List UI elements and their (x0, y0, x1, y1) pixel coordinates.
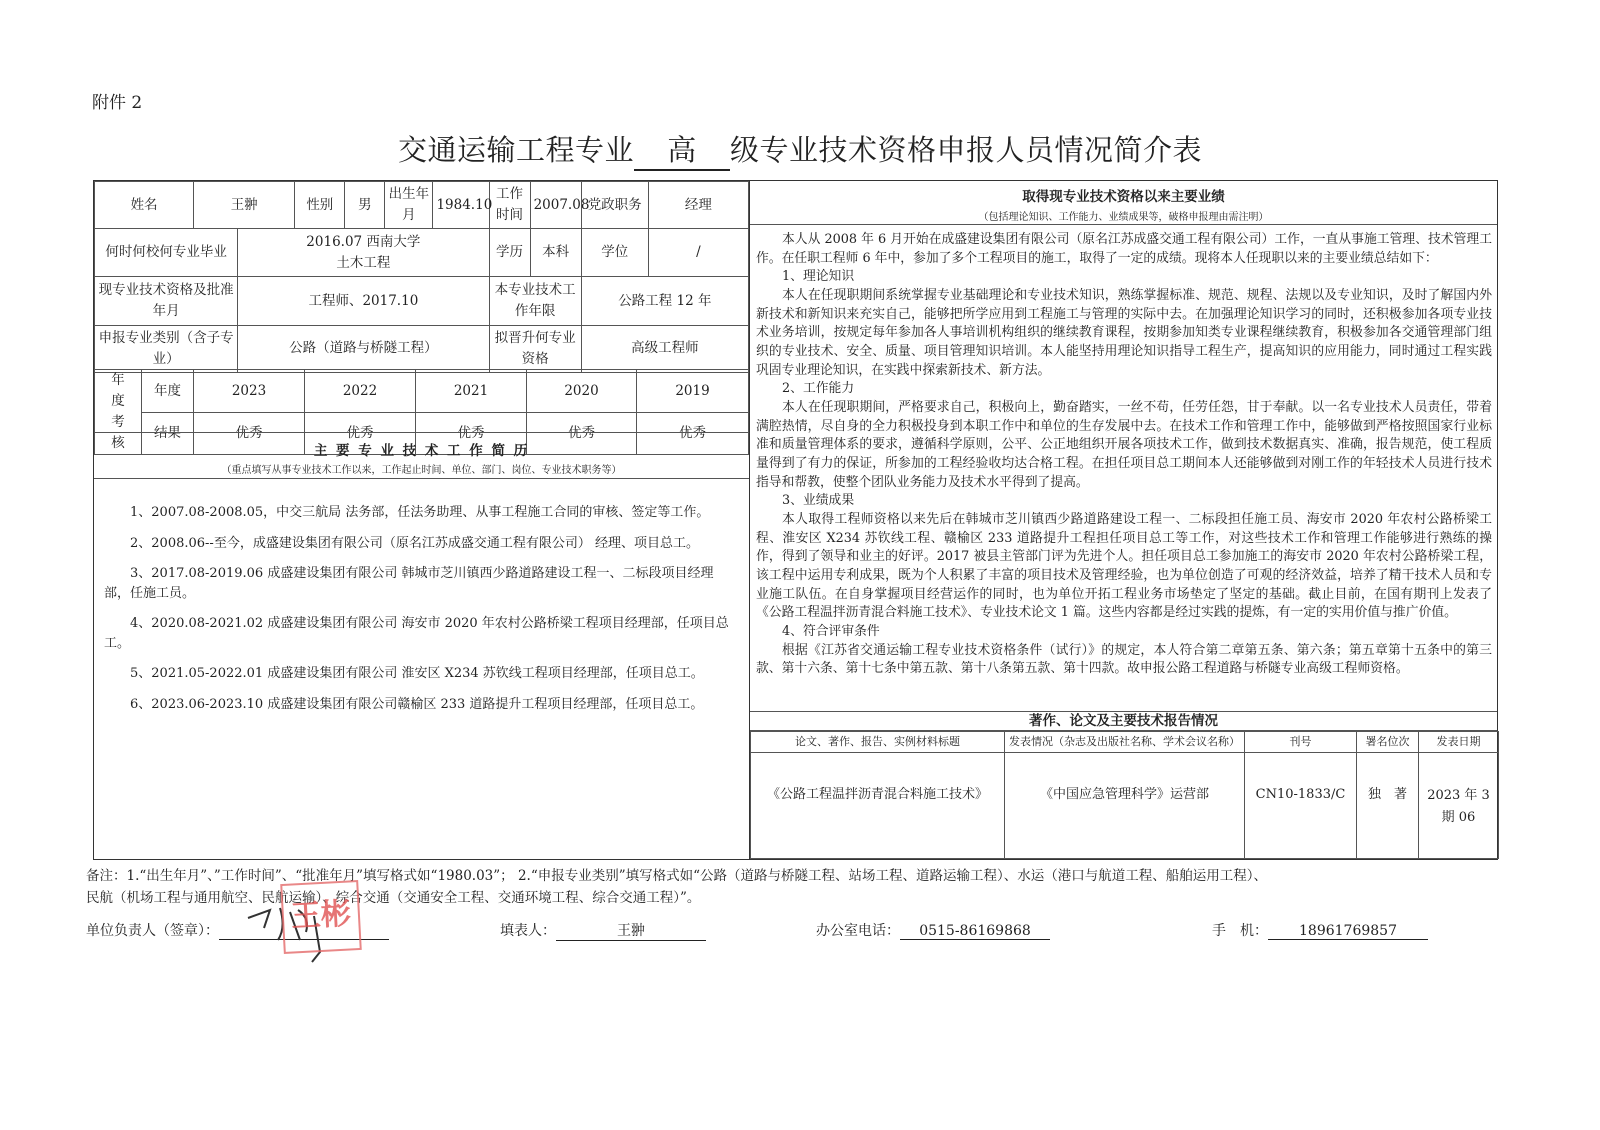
notes-line2: 民航（机场工程与通用航空、民航运输）、综合交通（交通安全工程、交通环境工程、综合交通工程）”。 (86, 889, 701, 906)
edu-label: 学历 (489, 229, 530, 277)
year-2022: 2022 (305, 370, 416, 413)
publications-table (750, 731, 1499, 859)
publications-heading: 著作、论文及主要技术报告情况 (750, 711, 1497, 731)
section-text-results: 本人取得工程师资格以来先后在韩城市芝川镇西少路道路建设工程一、二标段担任施工员、海安市 2020 年农村公路桥梁工程、淮安区 X234 苏钦线工程、赣榆区 233 道路提升工程担任项目总工等工作，对这些技术工作和管理工作能够进行熟练的操作，得到了领导和业主的好评。2017 被县主管部门评为先进个人。担任项目总工参加施工的海安市 2020 年农村公路桥梁工程，该工程中运用专利成果，既为个人积累了丰富的项目技术及管理经验，也为单位创造了可观的经济效益，培养了精干技术人员和专业施工队伍。在自身掌握项目经营运作的同时，也为单位开拓工程业务市场垫定了坚定的基础。截止目前，在国有期刊上发表了《公路工程温拌沥青混合料施工技术》、专业技术论文 1 篇。这些内容都是经过实践的提炼，有一定的实用价值与推广价值。 (756, 512, 1492, 621)
col-title: 论文、著作、报告、实例材料标题 (751, 732, 1005, 753)
unit-label: 单位负责人（签章）： (86, 923, 219, 939)
basic-info-table (94, 181, 749, 373)
resume-list (104, 503, 736, 725)
section-title-theory: 1、理论知识 (782, 269, 855, 285)
degree-label: 学位 (581, 229, 648, 277)
post-label: 党政职务 (581, 182, 648, 229)
grad-label: 何时何校何专业毕业 (95, 229, 238, 277)
achievements-intro: 本人从 2008 年 6 月开始在成盛建设集团有限公司（原名江苏成盛交通工程有限公司）工作，一直从事施工管理、技术管理工作。在任职工程师 6 年中，参加了多个工程项目的施工，取得了一定的成绩。现将本人任现职以来的主要业绩总结如下： (756, 232, 1492, 266)
result-2020: 优秀 (527, 413, 637, 455)
apply-cat-value: 公路（道路与桥隧工程） (238, 326, 489, 373)
office-phone (816, 920, 1050, 940)
name-value: 王翀 (194, 182, 295, 229)
table-row (751, 753, 1499, 859)
right-panel (750, 180, 1498, 860)
stamp-seal: 王彬 (280, 880, 362, 954)
resume-item: 2、2008.06--至今，成盛建设集团有限公司（原名江苏成盛交通工程有限公司） 经理、项目总工。 (130, 535, 699, 551)
title-suffix: 级专业技术资格申报人员情况简介表 (730, 133, 1203, 167)
target-value: 高级工程师 (581, 326, 748, 373)
pub-rank: 独 著 (1357, 753, 1419, 859)
filler-value: 王翀 (556, 920, 706, 941)
resume-item: 3、2017.08-2019.06 成盛建设集团有限公司 韩城市芝川镇西少路道路建设工程一、二标段项目经理部，任施工员。 (104, 566, 714, 601)
col-date: 发表日期 (1419, 732, 1499, 753)
achievements-header (750, 181, 1497, 225)
mobile-label: 手 机： (1212, 923, 1268, 939)
gender-value: 男 (345, 182, 385, 229)
result-row-label: 结果 (142, 413, 194, 455)
pub-venue: 《中国应急管理科学》运营部 (1005, 753, 1245, 859)
left-panel (93, 180, 750, 860)
office-label: 办公室电话： (816, 923, 900, 939)
target-label: 拟晋升何专业资格 (489, 326, 581, 373)
resume-subheading: （重点填写从事专业技术工作以来，工作起止时间、单位、部门、岗位、专业技术职务等） (221, 465, 622, 476)
post-value: 经理 (648, 182, 748, 229)
year-2021: 2021 (416, 370, 527, 413)
resume-item: 6、2023.06-2023.10 成盛建设集团有限公司赣榆区 233 道路提升工程项目经理部，任项目总工。 (130, 696, 704, 712)
notes-line1: 备注：1.“出生年月”、”工作时间”、“批准年月”填写格式如“1980.03”； 2.“申报专业类别”填写格式如“公路（道路与桥隧工程、站场工程、道路运输工程）、水运（港口与航道工程、船舶运用工程）、 (86, 868, 1268, 884)
resume-item: 1、2007.08-2008.05，中交三航局 法务部，任法务助理、从事工程施工合同的审核、签定等工作。 (130, 505, 710, 520)
result-2019: 优秀 (637, 413, 749, 455)
pub-date-line2: 期 06 (1441, 810, 1476, 826)
work-label: 工作时间 (489, 182, 530, 229)
year-row-label: 年度 (142, 370, 194, 413)
attachment-label: 附件 2 (92, 93, 143, 113)
pub-date-line1: 2023 年 3 (1427, 788, 1490, 803)
cur-qual-label: 现专业技术资格及批准年月 (95, 277, 238, 326)
grad-line2: 土木工程 (336, 254, 391, 271)
title-prefix: 交通运输工程专业 (397, 133, 634, 167)
name-label: 姓名 (95, 182, 194, 229)
resume-item: 4、2020.08-2021.02 成盛建设集团有限公司 海安市 2020 年农村公路桥梁工程项目经理部，任项目总工。 (104, 616, 729, 651)
year-2023: 2023 (194, 370, 305, 413)
filler (500, 920, 706, 941)
section-text-theory: 本人在任现职期间系统掌握专业基础理论和专业技术知识，熟练掌握标准、规范、规程、法规以及专业知识，及时了解国内外新技术和新知识来充实自己，能够把所学应用到工程施工与管理的实际中去。在加强理论知识学习的同时，还积极参加各项专业技术业务培训，按规定每年参加各人事培训机构组织的继续教育课程，按期参加知类专业课程继续教育，积极参加各交通管理部门组织的专业技术、安全、质量、项目管理知识培训。本人能坚持用理论知识指导工程生产，提高知识的应用能力，同时通过工程实践巩固专业理论知识，在实践中探索新技术、新方法。 (756, 288, 1492, 378)
col-venue: 发表情况（杂志及出版社名称、学术会议名称） (1005, 732, 1245, 753)
publications-section (750, 711, 1497, 861)
years-label: 本专业技术工作年限 (489, 277, 581, 326)
cur-qual-value: 工程师、2017.10 (238, 277, 489, 326)
pub-issn: CN10-1833/C (1245, 753, 1357, 859)
section-title-conditions: 4、符合评审条件 (782, 624, 880, 640)
mobile-value: 18961769857 (1268, 923, 1428, 940)
assessment-label: 年度考核 (95, 370, 142, 455)
section-text-ability: 本人在任现职期间，严格要求自己，积极向上，勤奋踏实，一丝不苟，任劳任怨，甘于奉献。以一名专业技术人员责任，带着满腔热情，尽自身的全力积极投身到本职工作中和单位的生存发展中去。在技术工作和管理工作中，能够做到严格按照国家行业标准和质量管理体系的要求，遵循科学原则，公平、公正地组织开展各项技术工作，做到技术数据真实、准确，报告规范，使工程质量得到了有力的保证，所参加的工程经验收均达合格工程。在担任项目总工期间本人还能够做到对刚工作的年轻技术人员进行技术指导和帮教，使整个团队业务能力及技术水平得到了提高。 (756, 400, 1492, 490)
achievements-body (756, 231, 1492, 679)
edu-value: 本科 (530, 229, 581, 277)
work-value: 2007.08 (530, 182, 581, 229)
result-2023: 优秀 (194, 413, 305, 455)
year-2019: 2019 (637, 370, 749, 413)
pub-date (1419, 753, 1499, 859)
office-value: 0515-86169868 (900, 923, 1050, 940)
years-value: 公路工程 12 年 (581, 277, 748, 326)
section-text-conditions: 根据《江苏省交通运输工程专业技术资格条件（试行）》的规定，本人符合第二章第五条、第六条；第五章第十五条中的第三款、第十六条、第十七条中第五款、第十八条第五款、第十四款。故申报公路工程道路与桥隧专业高级工程师资格。 (756, 642, 1492, 677)
page-title (0, 128, 1600, 171)
gender-label: 性别 (295, 182, 345, 229)
filler-label: 填表人： (500, 923, 556, 939)
pub-title: 《公路工程温拌沥青混合料施工技术》 (751, 753, 1005, 859)
year-2020: 2020 (527, 370, 637, 413)
resume-item: 5、2021.05-2022.01 成盛建设集团有限公司 淮安区 X234 苏钦线工程项目经理部，任项目总工。 (130, 666, 704, 681)
result-2022: 优秀 (305, 413, 416, 455)
grad-line1: 2016.07 西南大学 (306, 233, 421, 250)
achievements-subheading: （包括理论知识、工作能力、业绩成果等，破格申报理由需注明） (978, 212, 1269, 223)
section-title-ability: 2、工作能力 (782, 381, 855, 397)
apply-cat-label: 申报专业类别（含子专业） (95, 326, 238, 373)
grad-value (238, 229, 489, 277)
section-title-results: 3、业绩成果 (782, 493, 855, 509)
title-level: 高 (634, 128, 730, 171)
resume-header (94, 432, 749, 479)
mobile-phone (1212, 920, 1428, 940)
col-rank: 署名位次 (1357, 732, 1419, 753)
col-issn: 刊号 (1245, 732, 1357, 753)
birth-label: 出生年月 (385, 182, 433, 229)
birth-value: 1984.10 (433, 182, 489, 229)
degree-value: / (648, 229, 748, 277)
resume-heading: 主 要 专 业 技 术 工 作 简 历 (313, 443, 530, 459)
result-2021: 优秀 (416, 413, 527, 455)
achievements-heading: 取得现专业技术资格以来主要业绩 (1022, 189, 1225, 205)
